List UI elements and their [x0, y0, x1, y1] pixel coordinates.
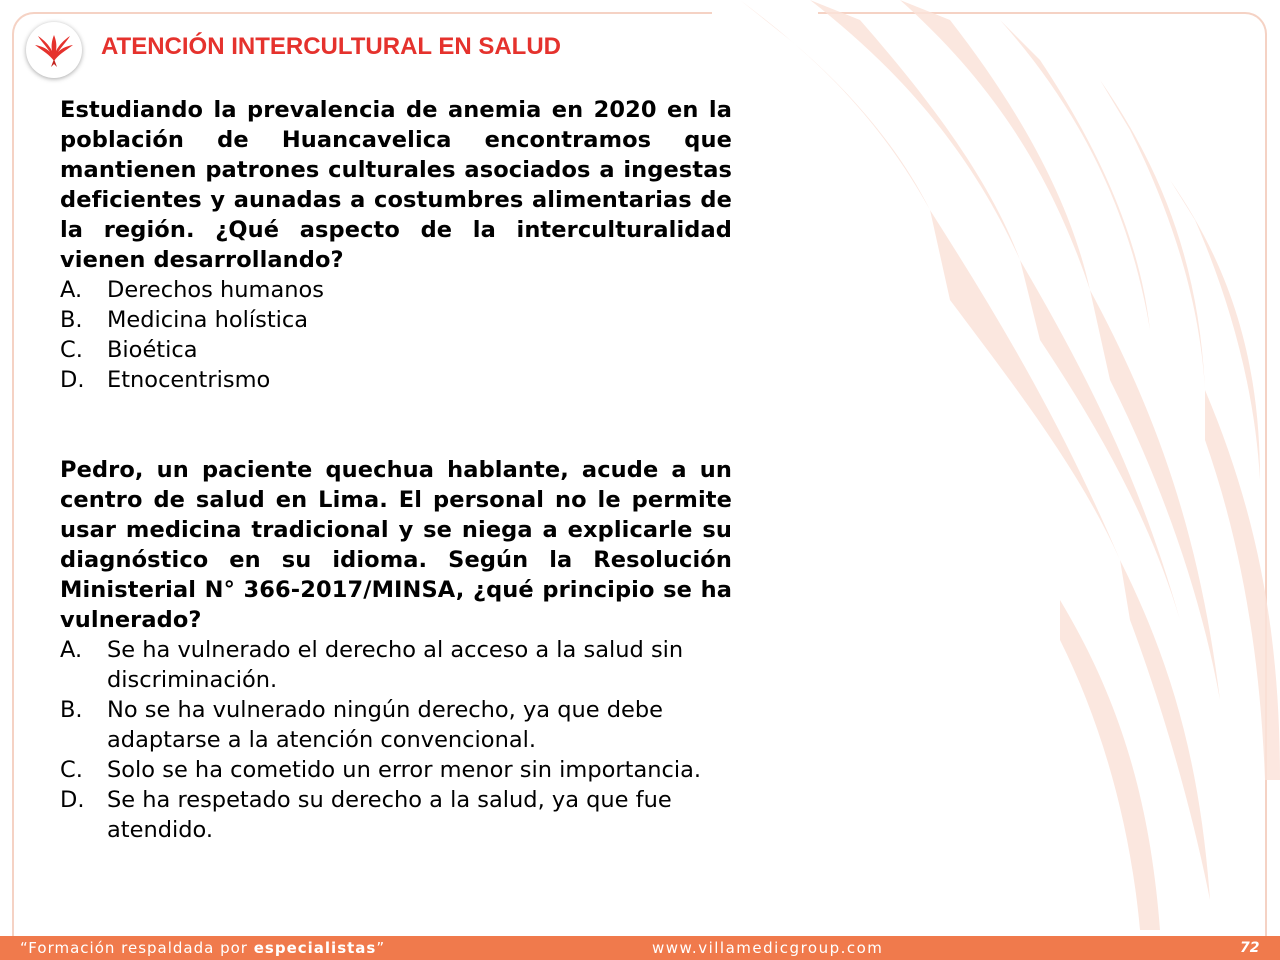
option-letter: B. — [60, 307, 83, 333]
page-title: ATENCIÓN INTERCULTURAL EN SALUD — [101, 33, 561, 60]
brand-logo — [26, 22, 82, 78]
option-letter: D. — [60, 367, 85, 393]
option-letter: B. — [60, 697, 83, 723]
question-text: Pedro, un paciente quechua hablante, acude a un centro de salud en Lima. El personal no le permite usar medicina tradicional y se niega a explicarle su diagnóstico en su idioma. Según la Resolución Ministerial N° 366-2017/MINSA, ¿qué principio se ha vulnerado? — [60, 457, 732, 633]
option-text: No se ha vulnerado ningún derecho, ya que debe adaptarse a la atención convencional. — [107, 697, 664, 753]
option-letter: C. — [60, 337, 83, 363]
phoenix-icon — [33, 31, 75, 69]
option-c — [60, 335, 732, 365]
footer-slogan — [20, 936, 385, 960]
answer-options — [60, 275, 732, 395]
footer-website: www.villamedicgroup.com — [652, 939, 884, 957]
option-text: Se ha respetado su derecho a la salud, ya que fue atendido. — [107, 787, 672, 843]
question-2 — [60, 455, 732, 845]
phoenix-watermark-icon — [700, 0, 1280, 935]
option-letter: A. — [60, 637, 83, 663]
option-letter: D. — [60, 787, 85, 813]
option-text: Se ha vulnerado el derecho al acceso a la salud sin discriminación. — [107, 637, 684, 693]
option-a — [60, 635, 732, 695]
option-d — [60, 785, 732, 845]
option-text: Medicina holística — [107, 307, 309, 333]
option-b — [60, 695, 732, 755]
slogan-prefix: “Formación respaldada por — [20, 939, 254, 957]
page-number: 72 — [1240, 940, 1260, 956]
option-letter: C. — [60, 757, 83, 783]
option-text: Solo se ha cometido un error menor sin importancia. — [107, 757, 702, 783]
option-b — [60, 305, 732, 335]
slogan-suffix: ” — [376, 939, 386, 957]
option-a — [60, 275, 732, 305]
option-c — [60, 755, 732, 785]
option-d — [60, 365, 732, 395]
question-1 — [60, 95, 732, 395]
option-text: Etnocentrismo — [107, 367, 271, 393]
option-text: Derechos humanos — [107, 277, 325, 303]
answer-options — [60, 635, 732, 845]
slogan-bold: especialistas — [253, 939, 377, 957]
option-letter: A. — [60, 277, 83, 303]
question-content — [60, 95, 732, 845]
option-text: Bioética — [107, 337, 198, 363]
question-text: Estudiando la prevalencia de anemia en 2020 en la población de Huancavelica encontramos que mantienen patrones culturales asociados a ingestas deficientes y aunadas a costumbres alimentarias de la región. ¿Qué aspecto de la interculturalidad vienen desarrollando? — [60, 97, 732, 273]
footer-bar — [0, 936, 1280, 960]
